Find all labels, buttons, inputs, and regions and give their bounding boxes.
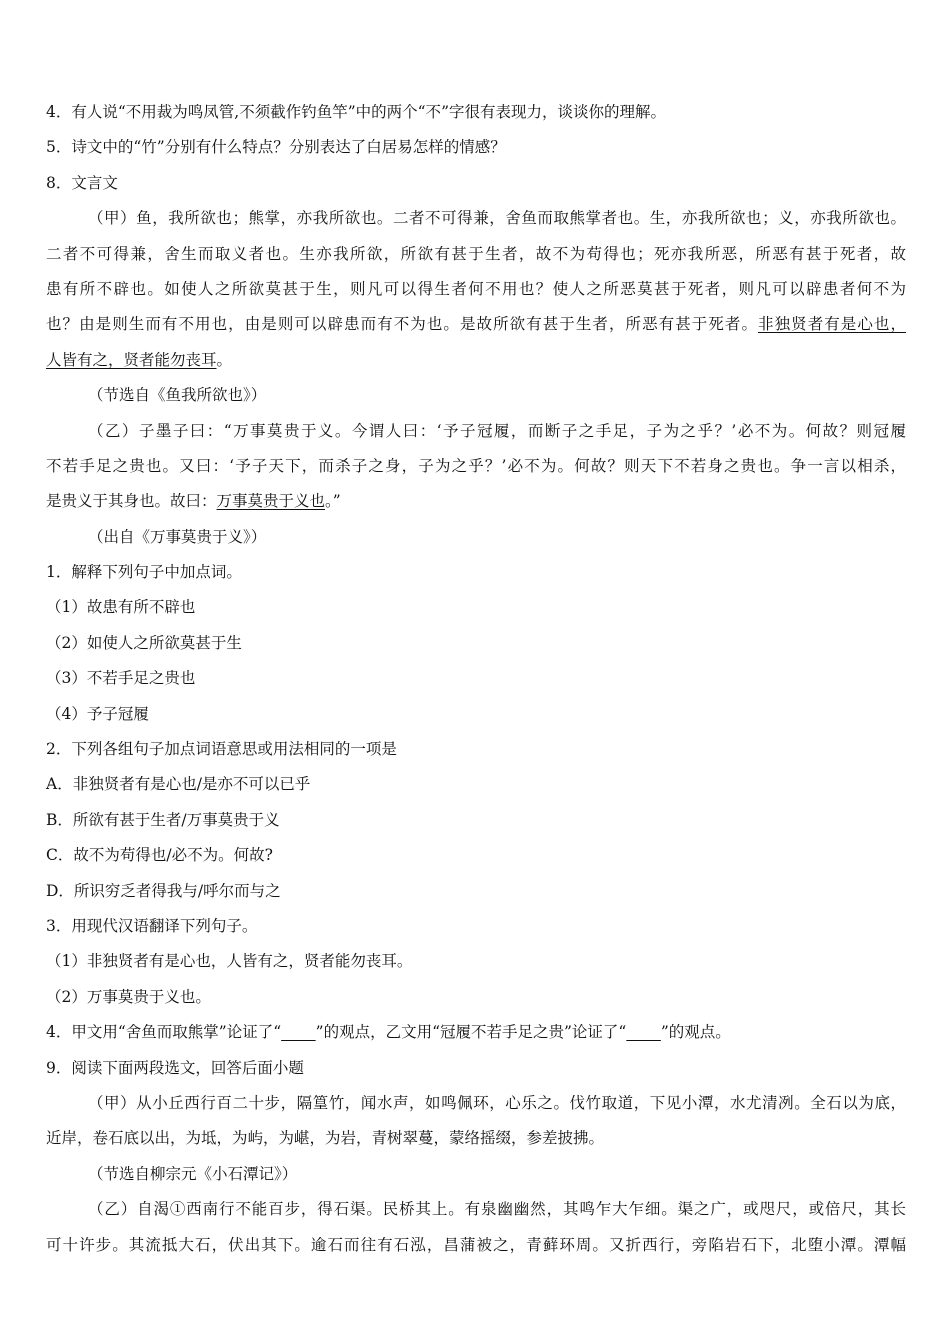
text-segment: （乙）子墨子曰：“万事莫贵于义。今谓人曰：‘予子冠履，而断子之手足，子为之乎？’必不为。何故？则冠履 <box>88 421 906 440</box>
text-line <box>46 1017 906 1052</box>
text-line <box>46 1230 906 1265</box>
text-segment: 也？由是则生而有不用也，由是则可以辟患而有不为也。是故所欲有甚于生者，所恶有甚于死者。 <box>46 315 759 334</box>
text-segment: 4．有人说“不用裁为鸣凤管,不须截作钓鱼竿”中的两个“不”字很有表现力，谈谈你的理解。 <box>46 103 666 121</box>
text-line <box>46 805 906 840</box>
text-segment: D．所识穷乏者得我与/呼尔而与之 <box>46 881 281 900</box>
text-line <box>46 628 906 663</box>
text-segment: （节选自柳宗元《小石潭记》） <box>88 1164 298 1183</box>
text-segment: （2）如使人之所欲莫甚于生 <box>46 633 242 652</box>
text-segment: （甲）鱼，我所欲也；熊掌，亦我所欲也。二者不可得兼，舍鱼而取熊掌者也。生，亦我所欲也；义，亦我所欲也。 <box>88 209 906 228</box>
text-segment: （甲）从小丘西行百二十步，隔篁竹，闻水声，如鸣佩环，心乐之。伐竹取道，下见小潭，水尤清冽。全石以为底， <box>88 1093 906 1112</box>
text-line <box>46 97 906 132</box>
text-segment: 9．阅读下面两段选文，回答后面小题 <box>46 1058 304 1077</box>
text-segment: 二者不可得兼，舍生而取义者也。生亦我所欲，所欲有甚于生者，故不为苟得也；死亦我所恶，所恶有甚于死者，故 <box>46 244 906 263</box>
text-line <box>46 203 906 238</box>
text-segment: 患有所不辟也。如使人之所欲莫甚于生，则凡可以得生者何不用也？使人之所恶莫甚于死者，则凡可以辟患者何不为 <box>46 279 906 298</box>
text-segment: 2．下列各组句子加点词语意思或用法相同的一项是 <box>46 740 397 759</box>
text-segment: （乙）自渴①西南行不能百步，得石渠。民桥其上。有泉幽幽然，其鸣乍大乍细。渠之广，或咫尺，或倍尺，其长 <box>88 1200 906 1219</box>
text-segment: 。 <box>216 350 233 369</box>
text-segment: 。” <box>325 492 341 511</box>
text-segment: 5．诗文中的“竹”分别有什么特点？分别表达了白居易怎样的情感？ <box>46 138 506 157</box>
text-line <box>46 663 906 698</box>
text-line <box>46 1088 906 1123</box>
text-segment: 近岸，卷石底以出，为坻，为屿，为嵁，为岩，青树翠蔓，蒙络摇缀，参差披拂。 <box>46 1129 605 1148</box>
text-line <box>46 911 906 946</box>
text-segment: 是贵义于其身也。故曰： <box>46 492 217 511</box>
text-line <box>46 274 906 309</box>
text-line <box>46 309 906 344</box>
text-segment: （1）故患有所不辟也 <box>46 598 196 617</box>
text-segment: 可十许步。其流抵大石，伏出其下。逾石而往有石泓，昌蒲被之，青藓环周。又折西行，旁陷岩石下，北堕小潭。潭幅 <box>46 1235 906 1254</box>
text-line <box>46 1194 906 1229</box>
underlined-text: 非独贤者有是心也， <box>758 315 906 334</box>
text-segment: 不若手足之贵也。又曰：‘予子天下，而杀子之身，子为之乎？’必不为。何故？则天下不若身之贵也。争一言以相杀， <box>46 456 906 475</box>
underlined-text <box>626 1023 661 1041</box>
text-line <box>46 840 906 875</box>
text-line <box>46 876 906 911</box>
text-line <box>46 1053 906 1088</box>
underlined-text: 人皆有之，贤者能勿丧耳 <box>46 350 217 369</box>
text-line <box>46 416 906 451</box>
text-segment: （节选自《鱼我所欲也》） <box>88 386 267 405</box>
text-line <box>46 522 906 557</box>
text-segment: B．所欲有甚于生者/万事莫贵于义 <box>46 810 280 829</box>
text-segment: 1．解释下列句子中加点词。 <box>46 563 242 582</box>
text-line <box>46 451 906 486</box>
document-body <box>46 97 906 1265</box>
text-line <box>46 168 906 203</box>
text-segment: ”的观点。 <box>660 1023 731 1042</box>
text-segment: （4）予子冠履 <box>46 704 149 723</box>
text-line <box>46 982 906 1017</box>
underlined-text: 万事莫贵于义也 <box>216 492 326 511</box>
text-line <box>46 345 906 380</box>
text-line <box>46 380 906 415</box>
text-line <box>46 557 906 592</box>
text-line <box>46 486 906 521</box>
text-line <box>46 946 906 981</box>
text-segment: A．非独贤者有是心也/是亦不可以已乎 <box>46 775 311 794</box>
text-line <box>46 734 906 769</box>
text-segment: （2）万事莫贵于义也。 <box>46 987 211 1006</box>
text-segment: 3．用现代汉语翻译下列句子。 <box>46 916 258 935</box>
text-segment: ”的观点，乙文用“冠履不若手足之贵”论证了“ <box>315 1023 627 1042</box>
text-segment: 8．文言文 <box>46 173 118 192</box>
text-segment: （出自《万事莫贵于义》） <box>88 527 267 546</box>
text-line <box>46 699 906 734</box>
text-segment: 4．甲文用“舍鱼而取熊掌”论证了“ <box>46 1023 282 1042</box>
text-segment: C．故不为苟得也/必不为。何故? <box>46 846 273 865</box>
text-segment: （3）不若手足之贵也 <box>46 669 196 688</box>
underlined-text <box>281 1023 316 1041</box>
text-line <box>46 1159 906 1194</box>
text-segment: （1）非独贤者有是心也，人皆有之，贤者能勿丧耳。 <box>46 952 413 971</box>
text-line <box>46 592 906 627</box>
text-line <box>46 132 906 167</box>
text-line <box>46 1123 906 1158</box>
text-line <box>46 239 906 274</box>
text-line <box>46 769 906 804</box>
